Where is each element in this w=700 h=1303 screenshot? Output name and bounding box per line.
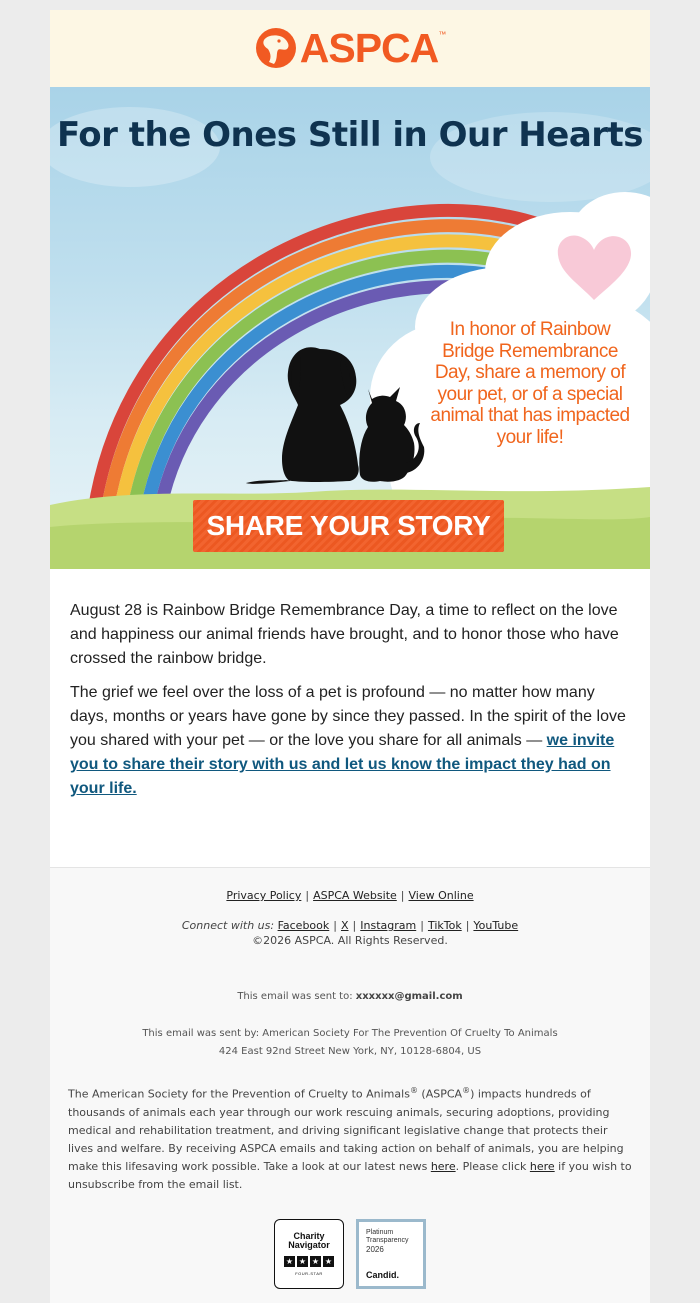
candid-brand: Candid. bbox=[366, 1269, 399, 1280]
logo-trademark: ™ bbox=[438, 30, 447, 39]
aspca-logo[interactable] bbox=[254, 25, 447, 72]
footer-links: Privacy Policy | ASPCA Website | View Online bbox=[226, 889, 474, 902]
latest-news-link[interactable]: here bbox=[430, 1159, 456, 1173]
recipient-email: xxxxxx@gmail.com bbox=[355, 991, 463, 1002]
body-paragraph-2 bbox=[70, 681, 630, 801]
connect-label: Connect with us: bbox=[181, 919, 275, 932]
cn-line1: Charity bbox=[293, 1230, 325, 1241]
copyright: ©2026 ASPCA. All Rights Reserved. bbox=[252, 934, 448, 947]
about-aspca bbox=[68, 1082, 632, 1194]
about-text-4: . Please click bbox=[455, 1159, 530, 1173]
sent-to bbox=[68, 990, 632, 1004]
facebook-link[interactable]: Facebook bbox=[277, 919, 330, 932]
hero-message: In honor of Rainbow Bridge Remembrance Day, share a memory of your pet, or of a special animal that has impacted your life! bbox=[430, 319, 630, 448]
privacy-policy-link[interactable]: Privacy Policy bbox=[226, 889, 302, 902]
candid-year: 2026 bbox=[366, 1244, 384, 1254]
email-footer bbox=[50, 867, 650, 1303]
unsubscribe-link[interactable]: here bbox=[529, 1159, 555, 1173]
cn-line2: Navigator bbox=[288, 1239, 330, 1250]
view-online-link[interactable]: View Online bbox=[408, 889, 474, 902]
x-link[interactable]: X bbox=[340, 919, 349, 932]
about-text-3: ) impacts hundreds of thousands of animals each year through our work rescuing animals, securing adoptions, providing medical and rehabilitation treatment, and driving significant legislative change that protects their lives and welfare. By receiving ASPCA emails and taking action on behalf of animals, you are helping make this lifesaving work possible. Take a look at our latest news bbox=[68, 1087, 624, 1173]
hero-banner[interactable] bbox=[50, 87, 650, 569]
sent-by: This email was sent by: American Society For The Prevention Of Cruelty To Animals bbox=[142, 1028, 558, 1039]
sender-info bbox=[68, 1025, 632, 1061]
email-body bbox=[50, 569, 650, 867]
four-star-icon: ★ ★ ★ ★ bbox=[285, 1256, 333, 1266]
sender-address: 424 East 92nd Street New York, NY, 10128-6804, US bbox=[218, 1046, 482, 1057]
dog-silhouette bbox=[246, 347, 359, 484]
share-story-link[interactable]: we invite you to share their story with us and let us know the impact they had on your life. bbox=[70, 732, 615, 797]
aspca-website-link[interactable]: ASPCA Website bbox=[313, 889, 397, 902]
trust-badges bbox=[68, 1219, 632, 1289]
candid-line2: Transparency bbox=[366, 1236, 409, 1244]
instagram-link[interactable]: Instagram bbox=[360, 919, 417, 932]
youtube-link[interactable]: YouTube bbox=[473, 919, 519, 932]
candid-line1: Platinum bbox=[366, 1228, 394, 1236]
registered-mark: ® bbox=[409, 1086, 418, 1095]
email-container bbox=[50, 10, 650, 1303]
registered-mark: ® bbox=[462, 1086, 471, 1095]
body-paragraph-1: August 28 is Rainbow Bridge Remembrance Day, a time to reflect on the love and happiness our animal friends have brought, and to honor those who have crossed the rainbow bridge. bbox=[70, 602, 619, 667]
candid-badge[interactable] bbox=[356, 1219, 426, 1289]
tiktok-link[interactable]: TikTok bbox=[427, 919, 462, 932]
share-your-story-button[interactable]: SHARE YOUR STORY bbox=[193, 500, 504, 552]
body-paragraph-2-text: The grief we feel over the loss of a pet is profound — no matter how many days, months or years have gone by since they passed. In the spirit of the love you shared with your pet — or the love you share for all animals — bbox=[70, 684, 626, 749]
about-text-5: if you wish to unsubscribe from the email list. bbox=[68, 1159, 632, 1191]
about-text-1: The American Society for the Prevention of Cruelty to Animals bbox=[68, 1087, 410, 1101]
social-links: Connect with us: Facebook | X | Instagram | TikTok | YouTube bbox=[181, 919, 519, 932]
logo-wordmark: ASPCA bbox=[299, 25, 439, 71]
charity-navigator-badge[interactable] bbox=[274, 1219, 344, 1289]
cn-rating: FOUR-STAR bbox=[295, 1270, 323, 1276]
sent-to-label: This email was sent to: bbox=[237, 991, 353, 1002]
hero-title: For the Ones Still in Our Hearts bbox=[56, 115, 644, 155]
email-header bbox=[50, 10, 650, 87]
about-text-2: (ASPCA bbox=[417, 1087, 463, 1101]
dog-logo-icon bbox=[254, 26, 298, 72]
